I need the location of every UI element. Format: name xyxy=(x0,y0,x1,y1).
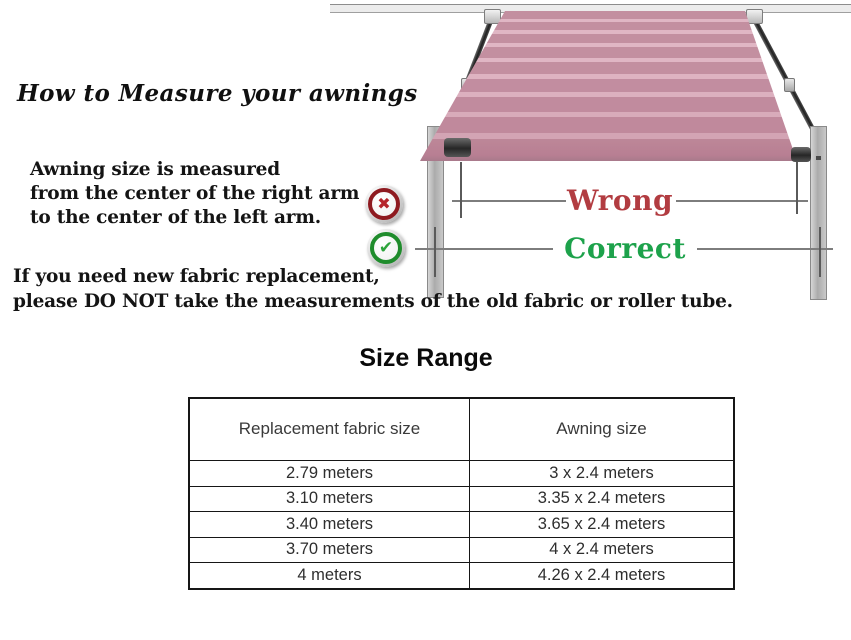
replacement-note-line: If you need new fabric replacement, xyxy=(13,266,380,287)
fabric-edge-tick-right xyxy=(796,162,798,214)
page-title: How to Measure your awnings xyxy=(17,80,418,107)
measure-note-line: from the center of the right arm xyxy=(30,183,360,204)
wrong-label: Wrong xyxy=(566,184,674,217)
table-cell: 4 meters xyxy=(189,563,470,589)
replacement-note-line: please DO NOT take the measurements of the old fabric or roller tube. xyxy=(13,291,733,312)
wrong-measure-line-right xyxy=(676,200,808,202)
size-range-table xyxy=(188,397,735,590)
table-row xyxy=(189,537,734,563)
table-row xyxy=(189,512,734,538)
awning-fabric xyxy=(418,11,802,161)
roller-end-right xyxy=(791,147,811,162)
wrong-cross-icon xyxy=(365,185,403,223)
table-row xyxy=(189,461,734,487)
table-cell: 3.70 meters xyxy=(189,537,470,563)
table-cell: 4.26 x 2.4 meters xyxy=(470,563,735,589)
table-cell: 4 x 2.4 meters xyxy=(470,537,735,563)
fabric-edge-tick-left xyxy=(460,162,462,218)
measure-note xyxy=(30,158,359,230)
correct-check-icon xyxy=(367,229,405,267)
roller-end-left xyxy=(444,138,471,157)
measure-note-line: Awning size is measured xyxy=(30,159,280,180)
correct-measure-line-right xyxy=(697,248,833,250)
cross-glyph: ✖ xyxy=(368,188,400,220)
table-row xyxy=(189,563,734,589)
wrong-measure-line-left xyxy=(452,200,566,202)
post-screw-right xyxy=(816,156,821,160)
correct-label: Correct xyxy=(564,232,686,265)
table-cell: 3.40 meters xyxy=(189,512,470,538)
table-header-row xyxy=(189,398,734,461)
size-range-title: Size Range xyxy=(359,344,493,372)
arm-fitting-right xyxy=(784,78,795,92)
check-glyph: ✔ xyxy=(370,232,402,264)
arm-center-tick-right xyxy=(819,227,821,277)
table-cell: 2.79 meters xyxy=(189,461,470,487)
table-row xyxy=(189,486,734,512)
replacement-note xyxy=(13,264,733,314)
table-cell: 3.35 x 2.4 meters xyxy=(470,486,735,512)
column-header-awning-size: Awning size xyxy=(470,398,735,461)
table-cell: 3 x 2.4 meters xyxy=(470,461,735,487)
size-range-table-container xyxy=(188,397,735,590)
table-cell: 3.65 x 2.4 meters xyxy=(470,512,735,538)
measure-note-line: to the center of the left arm. xyxy=(30,207,321,228)
table-cell: 3.10 meters xyxy=(189,486,470,512)
column-header-replacement-fabric-size: Replacement fabric size xyxy=(189,398,470,461)
arm-bracket-left xyxy=(484,9,501,24)
